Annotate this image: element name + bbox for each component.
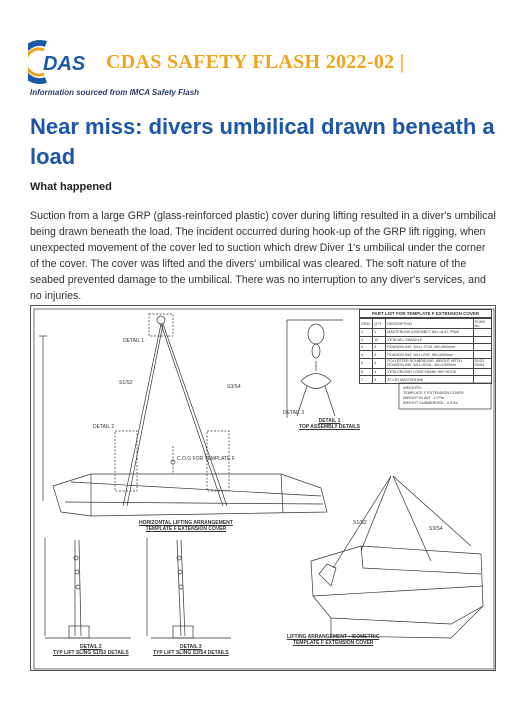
part-cell	[473, 336, 492, 343]
logo-text: DAS	[43, 53, 86, 75]
part-list-row	[360, 358, 492, 368]
header	[28, 38, 498, 86]
flash-title: CDAS SAFETY FLASH 2022-02 |	[106, 50, 405, 73]
part-list-row	[360, 368, 492, 375]
section-heading: What happened	[30, 181, 112, 193]
s3s4-label: S3/S4	[227, 384, 241, 390]
part-cell: POLYESTER ROUNDSLING, WEIGHT HITCH ROUNDSLING, WLL=5T/4L, 3M=4,000mm	[386, 358, 473, 368]
part-cell: 4	[373, 376, 386, 383]
source-note: Information sourced from IMCA Safety Flash	[30, 88, 200, 97]
part-cell: MASTERLINK ASSEMBLY, WLL=8.5T, PN##	[386, 329, 473, 336]
part-list-header-row	[360, 319, 492, 329]
part-list	[359, 309, 492, 384]
detail-3-caption: DETAIL 3 TYP LIFT SLING S3/S4 DETAILS	[153, 644, 229, 656]
part-cell: 1	[360, 329, 373, 336]
part-cell: S1/S2 S3/S4	[473, 358, 492, 368]
part-list-header: SLING No.	[473, 319, 492, 329]
part-cell	[473, 343, 492, 350]
part-list-row	[360, 343, 492, 350]
part-cell	[473, 329, 492, 336]
part-cell: ROUNDSLING, WLL= 2T/4L 3M=4000mm	[386, 343, 473, 350]
part-cell: 4	[360, 351, 373, 358]
detail-2-label: DETAIL 2	[93, 424, 115, 430]
part-list-row	[360, 329, 492, 336]
s1s2-label: S1/S2	[119, 380, 133, 386]
part-cell: 1	[373, 329, 386, 336]
part-list-row	[360, 351, 492, 358]
part-cell: 5	[360, 358, 373, 368]
lifting-arrangement-drawing	[30, 305, 496, 671]
part-cell: ZETA WLL SHACKLE	[386, 336, 473, 343]
isometric-caption: LIFTING ARRANGEMENT - ISOMETRIC TEMPLATE F EXTENSION COVER	[287, 634, 380, 646]
part-cell: 7	[360, 376, 373, 383]
detail-1-label: DETAIL 1	[123, 338, 145, 344]
part-cell: 4T LTH MASTERLINK	[386, 376, 473, 383]
detail-2-caption: DETAIL 2 TYP LIFT SLING S1/S2 DETAILS	[53, 644, 129, 656]
weights-note: WEIGHTS: TEMPLATE F EXTENSION COVER WEIGHT IN AIR - 2.77te WEIGHT SUBMERGED - 0.57te	[403, 386, 464, 405]
part-list-title: PART LIST FOR TEMPLATE F EXTENSION COVER	[359, 309, 492, 318]
top-assembly-caption: DETAIL 1 TOP ASSEMBLY DETAILS	[299, 418, 360, 430]
part-cell	[473, 351, 492, 358]
incident-description: Suction from a large GRP (glass-reinforced plastic) cover during lifting resulted in a diver's umbilical being drawn beneath the load. The incident occurred during hook-up of the GRP lift rigging, when unexpected movement of the cover led to suction which drew Diver 1's umbilical under the corner of the cover. The cover was lifted and the divers' umbilical was cleared. The soft nature of the seabed prevented damage to the umbilical. There was no interruption to any diver's services, and no injuries.	[30, 210, 496, 302]
part-list-row	[360, 336, 492, 343]
cog-label: C.O.G FOR TEMPLATE F	[177, 456, 235, 462]
part-list-table	[359, 318, 492, 384]
part-list-header: DESCRIPTION	[386, 319, 473, 329]
part-cell	[473, 376, 492, 383]
part-cell: 2	[360, 336, 373, 343]
part-cell: 12	[373, 336, 386, 343]
part-list-header: QTY	[373, 319, 386, 329]
detail-3-label: DETAIL 3	[283, 410, 305, 416]
iso-s3s4-label: S3/S4	[429, 526, 443, 532]
part-cell: 6	[360, 368, 373, 375]
part-cell: 4	[373, 343, 386, 350]
cdas-logo	[28, 40, 100, 84]
part-cell: 4	[373, 358, 386, 368]
part-cell: ZETA CROSBY LONG SHANK WIV HOOK	[386, 368, 473, 375]
horizontal-caption: HORIZONTAL LIFTING ARRANGEMENT TEMPLATE F EXTENSION COVER	[139, 520, 233, 532]
part-cell: 4	[373, 368, 386, 375]
page-title: Near miss: divers umbilical drawn beneath a load	[30, 114, 495, 169]
part-list-row	[360, 376, 492, 383]
part-cell: 4	[373, 351, 386, 358]
part-cell: ROUNDSLING, WLL=2/3T, 3M=4000mm	[386, 351, 473, 358]
part-list-header: ITEM	[360, 319, 373, 329]
part-cell: 3	[360, 343, 373, 350]
part-cell	[473, 368, 492, 375]
iso-s1s2-label: S1/S2	[353, 520, 367, 526]
